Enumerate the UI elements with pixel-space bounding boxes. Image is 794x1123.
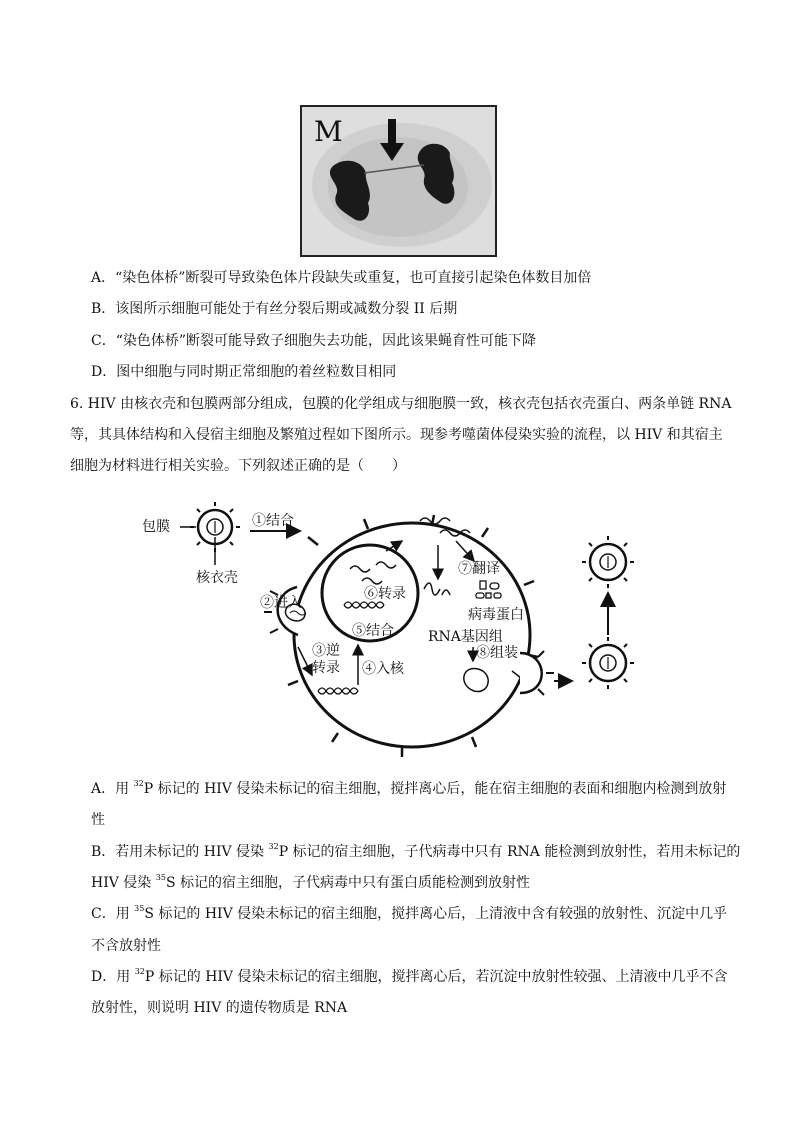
mature-hiv-virion	[582, 536, 634, 588]
label-nucleocapsid: 核衣壳	[196, 570, 238, 586]
label-envelope: 包膜	[142, 519, 170, 535]
micrograph-image	[302, 107, 495, 255]
label-assemble: ⑧组装	[476, 645, 518, 661]
q6-option-b-line-2: HIV 侵染 $^{35}$S 标记的宿主细胞，子代病毒中只有蛋白质能检测到放射性	[91, 873, 530, 891]
label-translate: ⑦翻译	[458, 561, 500, 577]
label-rna-genome: RNA基因组	[428, 629, 503, 645]
q6-option-c-line-1: C．用 $^{35}$S 标记的 HIV 侵染未标记的宿主细胞，搅拌离心后，上清液中含有较强的放射性、沉淀中几乎	[91, 904, 728, 922]
assembling-capsid	[464, 668, 488, 691]
label-reverse-1: ③逆	[312, 643, 340, 659]
label-bind: ①结合	[252, 513, 294, 529]
released-hiv-virion	[582, 637, 634, 689]
label-into-nucleus: ④入核	[362, 661, 404, 677]
q5-option-b: B．该图所示细胞可能处于有丝分裂后期或减数分裂 II 后期	[91, 301, 458, 317]
q6-stem-line-1: 6. HIV 由核衣壳和包膜两部分组成，包膜的化学组成与细胞膜一致，核衣壳包括衣壳蛋白、两条单链 RNA	[70, 396, 732, 412]
label-reverse-2: 转录	[312, 660, 340, 676]
q5-option-c: C．“染色体桥”断裂可能导致子细胞失去功能，因此该果蝇育性可能下降	[91, 333, 537, 349]
q6-option-b-line-1: B．若用未标记的 HIV 侵染 $^{32}$P 标记的宿主细胞，子代病毒中只有 RNA 能检测到放射性，若用未标记的	[91, 842, 741, 860]
q5-option-d: D．图中细胞与同时期正常细胞的着丝粒数目相同	[91, 364, 397, 380]
q6-option-a-line-1: A．用 $^{32}$P 标记的 HIV 侵染未标记的宿主细胞，搅拌离心后，能在宿主细胞的表面和细胞内检测到放射	[91, 779, 727, 797]
label-transcribe: ⑥转录	[364, 586, 406, 602]
viral-protein-shapes	[476, 581, 501, 598]
q6-stem-line-3: 细胞为材料进行相关实验。下列叙述正确的是（ ）	[70, 458, 406, 474]
micrograph-label: M	[314, 115, 343, 148]
arrow-shaft	[388, 119, 396, 145]
dna-helix-nucleus	[344, 602, 384, 608]
q6-option-a-line-2: 性	[91, 812, 105, 828]
q5-option-a: A．“染色体桥”断裂可导致染色体片段缺失或重复，也可直接引起染色体数目加倍	[91, 270, 592, 286]
q6-option-c-line-2: 不含放射性	[91, 938, 161, 954]
q6-option-d-line-2: 放射性，则说明 HIV 的遗传物质是 RNA	[91, 1000, 348, 1016]
q6-option-d-line-1: D．用 $^{32}$P 标记的 HIV 侵染未标记的宿主细胞，搅拌离心后，若沉淀中放射性较强、上清液中几乎不含	[91, 967, 728, 985]
chromosome-bridge-micrograph	[300, 105, 497, 257]
dna-helix-cytoplasm	[318, 688, 358, 694]
label-enter: ②进入	[260, 595, 302, 611]
budding-bulge	[520, 653, 542, 693]
label-viral-protein: 病毒蛋白	[468, 607, 524, 623]
hiv-lifecycle-diagram	[140, 485, 660, 770]
q6-stem-line-2: 等，其具体结构和入侵宿主细胞及繁殖过程如下图所示。现参考噬菌体侵染实验的流程，以 HIV 和其宿主	[70, 427, 723, 443]
label-integrate: ⑤结合	[352, 623, 394, 639]
